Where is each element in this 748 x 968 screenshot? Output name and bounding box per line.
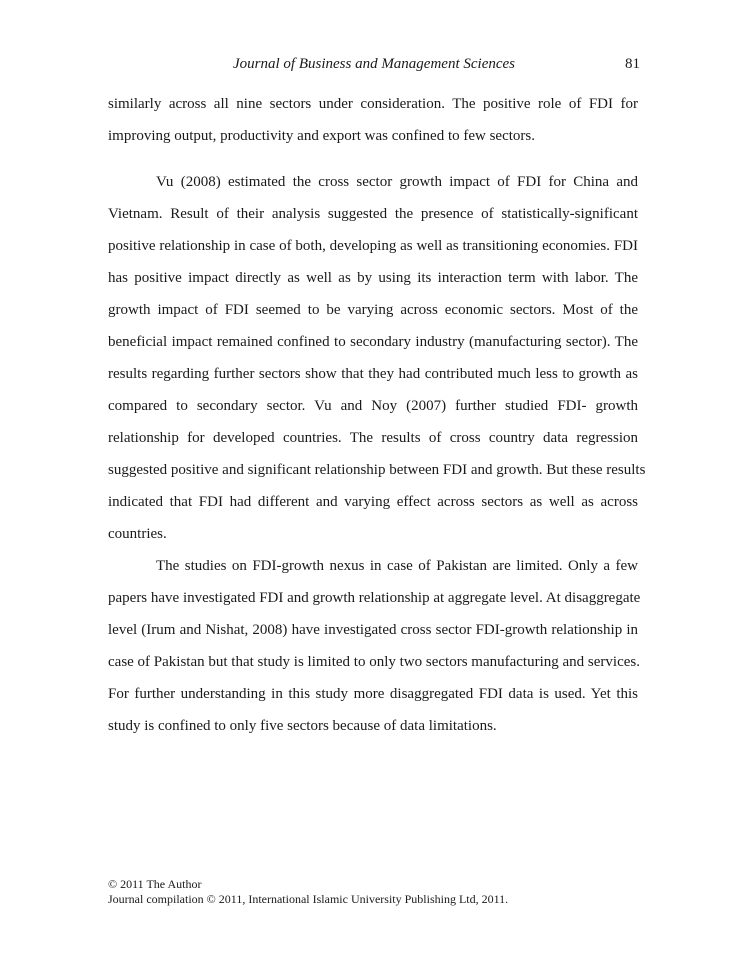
text-line: papers have investigated FDI and growth relationship at aggregate level. At disaggregate — [108, 590, 641, 606]
page-number: 81 — [625, 56, 640, 72]
text-line: results regarding further sectors show that they had contributed much less to growth as — [108, 366, 638, 382]
text-line: case of Pakistan but that study is limited to only two sectors manufacturing and services. — [108, 654, 640, 670]
text-line: beneficial impact remained confined to secondary industry (manufacturing sector). The — [108, 334, 638, 350]
text-line: compared to secondary sector. Vu and Noy (2007) further studied FDI- growth — [108, 398, 638, 414]
paragraph-2 — [108, 166, 646, 550]
text-line: indicated that FDI had different and varying effect across sectors as well as across — [108, 494, 638, 510]
compilation-line: Journal compilation © 2011, International Islamic University Publishing Ltd, 2011. — [108, 892, 509, 906]
text-line: countries. — [108, 526, 167, 542]
paragraph-1 — [108, 88, 638, 152]
page-footer — [108, 877, 508, 907]
text-line: growth impact of FDI seemed to be varying across economic sectors. Most of the — [108, 302, 638, 318]
text-line: level (Irum and Nishat, 2008) have investigated cross sector FDI-growth relationship in — [108, 622, 638, 638]
text-line: similarly across all nine sectors under consideration. The positive role of FDI for — [108, 96, 638, 112]
text-line: Vu (2008) estimated the cross sector growth impact of FDI for China and — [156, 174, 638, 190]
text-line: improving output, productivity and export was confined to few sectors. — [108, 128, 535, 144]
running-head — [108, 56, 640, 78]
text-line: The studies on FDI-growth nexus in case of Pakistan are limited. Only a few — [156, 558, 638, 574]
text-line: has positive impact directly as well as by using its interaction term with labor. The — [108, 270, 638, 286]
paragraph-3 — [108, 550, 641, 742]
text-line: positive relationship in case of both, developing as well as transitioning economies. FDI — [108, 238, 638, 254]
body-text — [108, 88, 646, 742]
text-line: Vietnam. Result of their analysis suggested the presence of statistically-significant — [108, 206, 638, 222]
text-line: For further understanding in this study more disaggregated FDI data is used. Yet this — [108, 686, 638, 702]
text-line: suggested positive and significant relationship between FDI and growth. But these results — [108, 462, 646, 478]
text-line: relationship for developed countries. The results of cross country data regression — [108, 430, 638, 446]
journal-title: Journal of Business and Management Sciences — [232, 56, 516, 72]
text-line: study is confined to only five sectors because of data limitations. — [108, 718, 497, 734]
copyright-line: © 2011 The Author — [108, 877, 202, 891]
